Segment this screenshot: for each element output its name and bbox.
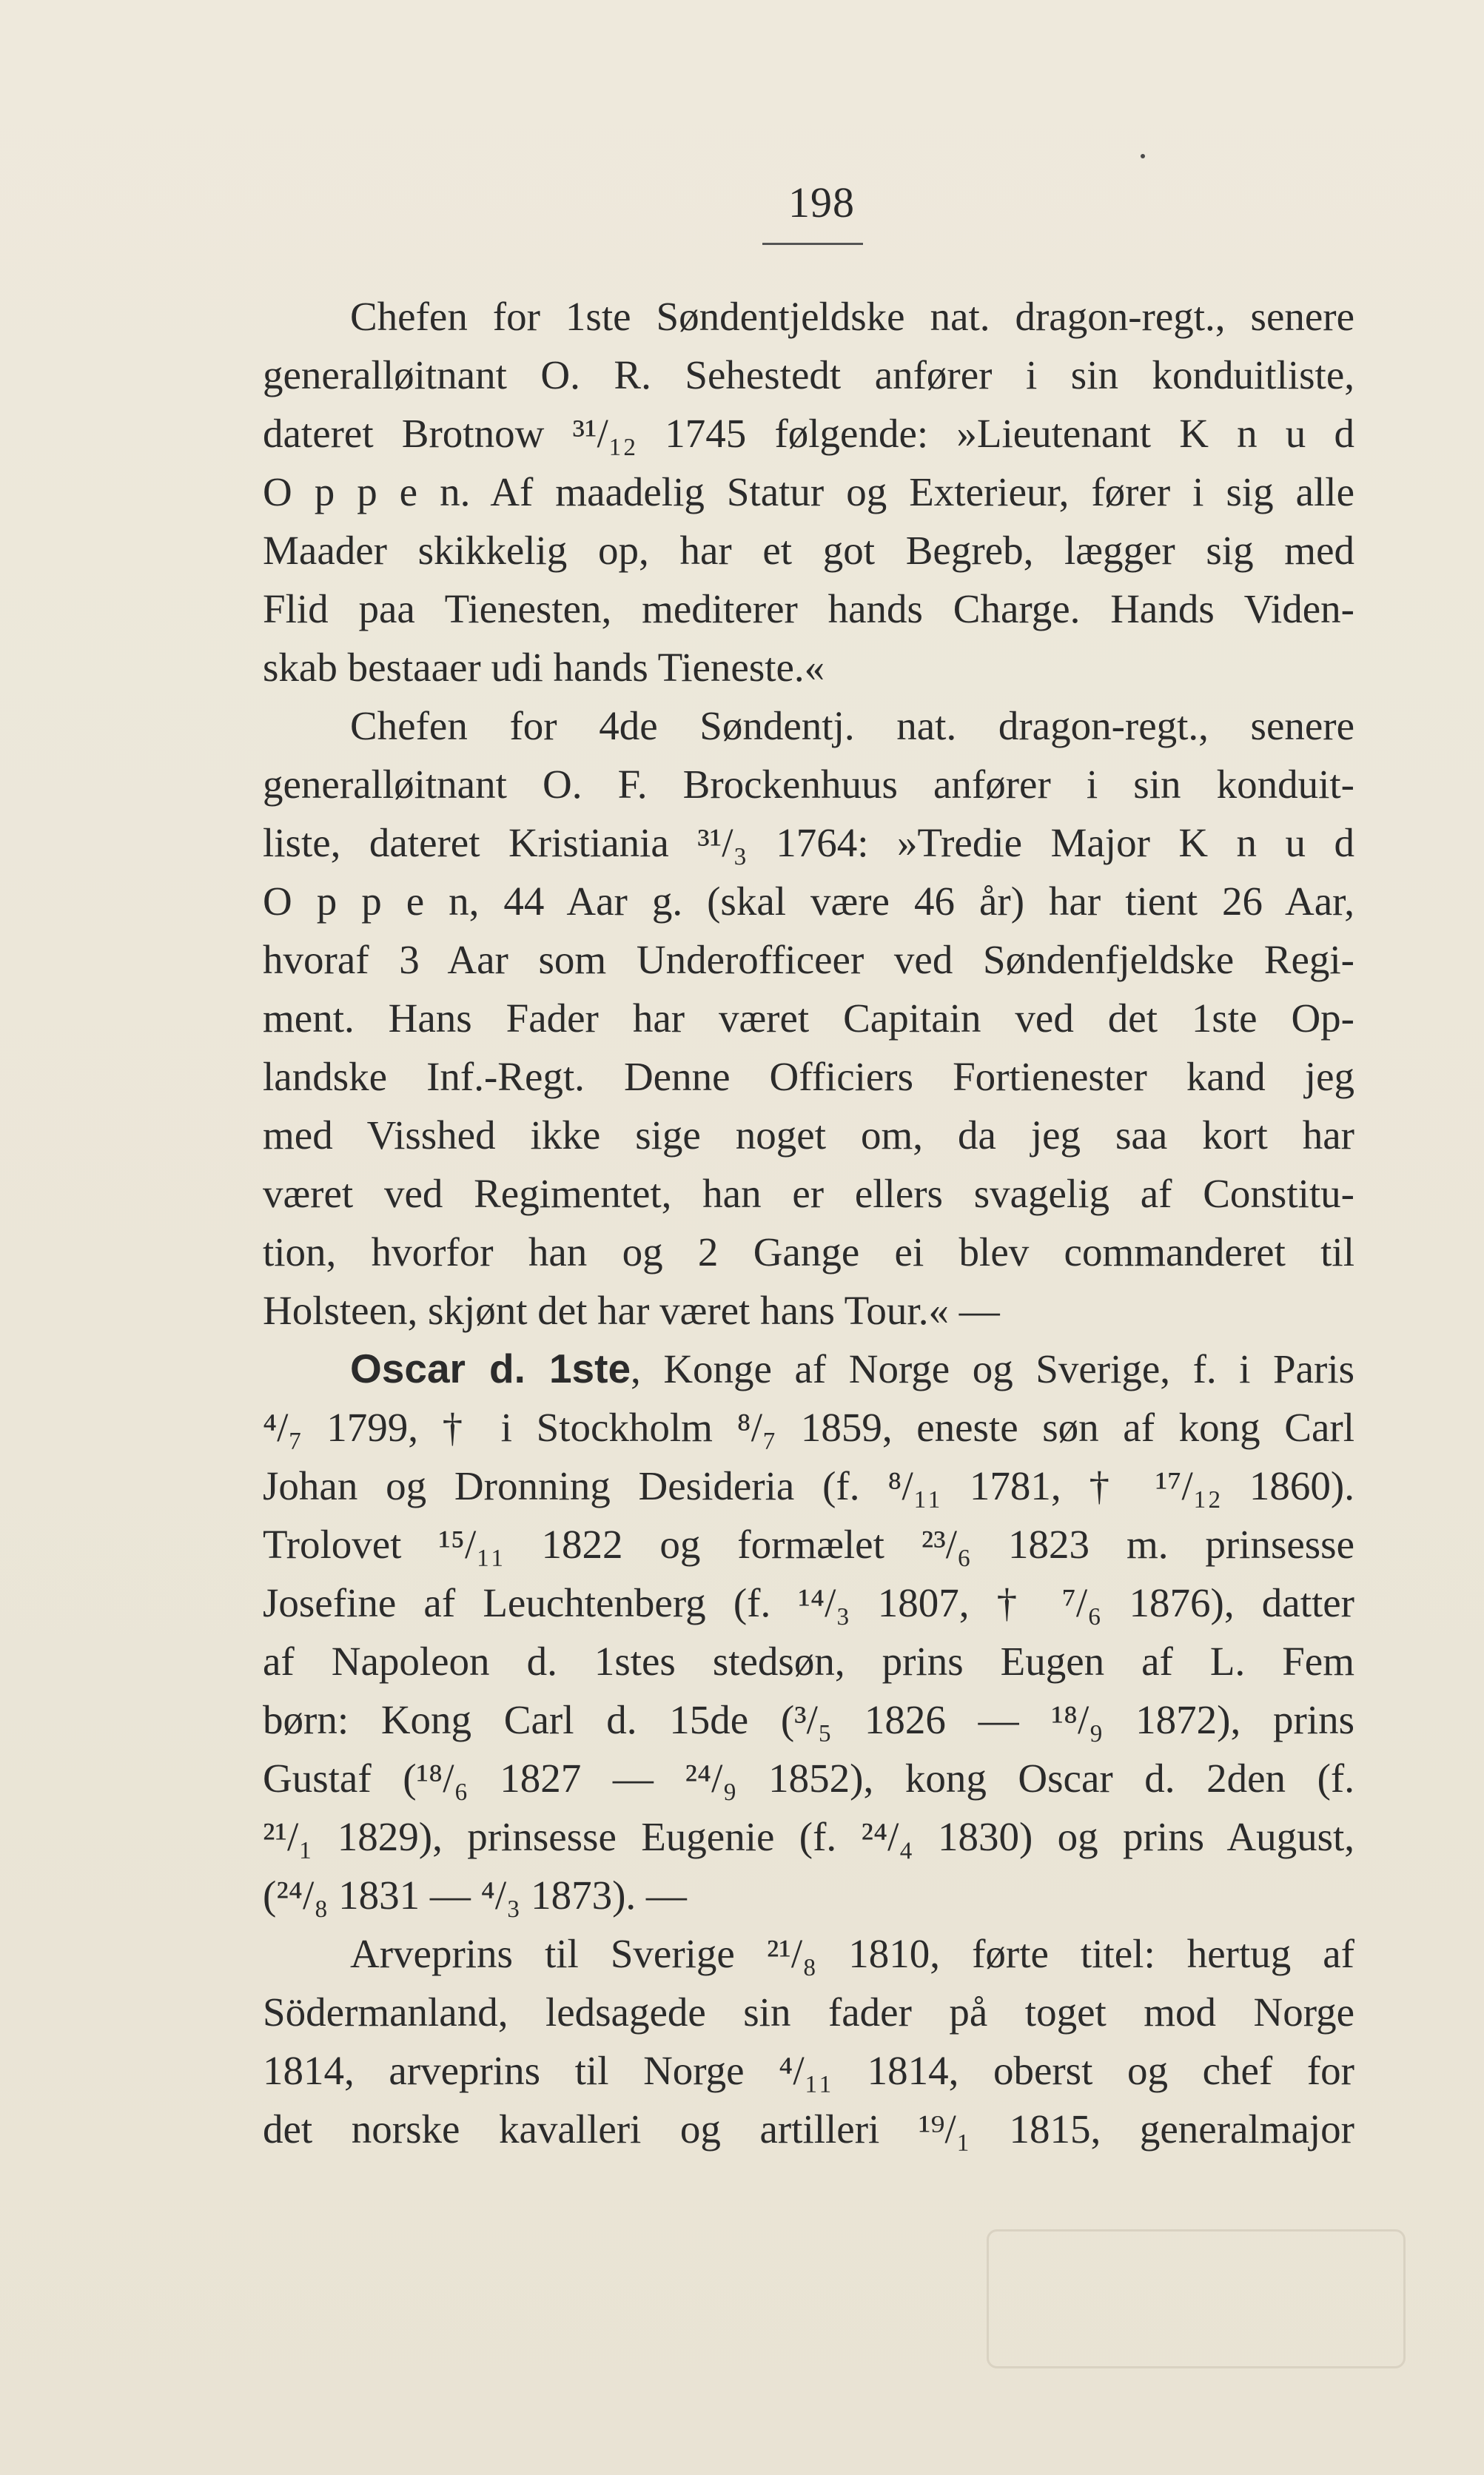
text-line [263, 463, 1354, 521]
line-text: O p p e n, 44 Aar g. (skal være 46 år) har tient 26 Aar, [263, 879, 1354, 924]
line-text: Maader skikkelig op, har et got Begreb, lægger sig med [263, 528, 1354, 573]
line-text: generalløitnant O. F. Brockenhuus anfører i sin konduit- [263, 762, 1354, 807]
line-text: ment. Hans Fader har været Capitain ved det 1ste Op- [263, 995, 1354, 1041]
line-text: Arveprins til Sverige ²¹/₈ 1810, førte titel: hertug af [350, 1931, 1354, 1976]
text-line [263, 1807, 1354, 1866]
text-line [263, 1398, 1354, 1457]
text-line [263, 872, 1354, 930]
line-text: tion, hvorfor han og 2 Gange ei blev commanderet til [263, 1229, 1354, 1275]
line-text: landske Inf.-Regt. Denne Officiers Fortienester kand jeg [263, 1054, 1354, 1099]
line-text: O p p e n. Af maadelig Statur og Exterieur, fører i sig alle [263, 469, 1354, 514]
line-text: liste, dateret Kristiania ³¹/₃ 1764: »Tredie Major K n u d [263, 820, 1354, 865]
text-line [263, 638, 1354, 696]
text-line [263, 1866, 1354, 1924]
text-line [263, 1924, 1354, 1983]
line-text: hvoraf 3 Aar som Underofficeer ved Søndenfjeldske Regi- [263, 937, 1354, 982]
line-text: Trolovet ¹⁵/₁₁ 1822 og formælet ²³/₆ 1823 m. prinsesse [263, 1522, 1354, 1567]
line-text: generalløitnant O. R. Sehestedt anfører i sin konduitliste, [263, 352, 1354, 397]
entry-heading: Oscar d. 1ste [350, 1346, 631, 1391]
text-line [263, 1164, 1354, 1223]
text-line [263, 755, 1354, 813]
text-line [263, 813, 1354, 872]
text-line [263, 1515, 1354, 1574]
line-text: børn: Kong Carl d. 15de (³/₅ 1826 — ¹⁸/₉ 1872), prins [263, 1697, 1354, 1742]
text-line [263, 346, 1354, 404]
line-text: ²¹/₁ 1829), prinsesse Eugenie (f. ²⁴/₄ 1830) og prins August, [263, 1814, 1354, 1859]
text-line [263, 521, 1354, 580]
page-number: 198 [788, 178, 855, 226]
body-text [263, 287, 1354, 2158]
line-text: Flid paa Tienesten, mediterer hands Charge. Hands Viden- [263, 586, 1354, 631]
text-line [263, 1632, 1354, 1690]
text-line [263, 2100, 1354, 2158]
text-line [263, 404, 1354, 463]
text-line [263, 1457, 1354, 1515]
page-number-rule [762, 243, 863, 245]
line-text: skab bestaaer udi hands Tieneste.« [263, 645, 825, 690]
line-text: , Konge af Norge og Sverige, f. i Paris [631, 1346, 1354, 1391]
line-text: Södermanland, ledsagede sin fader på toget mod Norge [263, 1989, 1354, 2035]
text-line [263, 1574, 1354, 1632]
line-text: Johan og Dronning Desideria (f. ⁸/₁₁ 1781, † ¹⁷/₁₂ 1860). [263, 1463, 1354, 1508]
line-text: dateret Brotnow ³¹/₁₂ 1745 følgende: »Lieutenant K n u d [263, 411, 1354, 456]
line-text: Chefen for 1ste Søndentjeldske nat. dragon-regt., senere [350, 294, 1354, 339]
text-line [263, 580, 1354, 638]
line-text: af Napoleon d. 1stes stedsøn, prins Eugen af L. Fem [263, 1639, 1354, 1684]
faint-stamp-outline [987, 2229, 1406, 2368]
text-line [263, 1223, 1354, 1281]
text-line [263, 1983, 1354, 2041]
line-text: været ved Regimentet, han er ellers svagelig af Constitu- [263, 1171, 1354, 1216]
line-text: med Visshed ikke sige noget om, da jeg saa kort har [263, 1112, 1354, 1158]
text-line [263, 930, 1354, 989]
text-line [263, 696, 1354, 755]
text-line [263, 1690, 1354, 1749]
line-text: det norske kavalleri og artilleri ¹⁹/₁ 1815, generalmajor [263, 2106, 1354, 2152]
line-text: ⁴/₇ 1799, † i Stockholm ⁸/₇ 1859, eneste søn af kong Carl [263, 1405, 1354, 1450]
line-text: Chefen for 4de Søndentj. nat. dragon-regt., senere [350, 703, 1354, 748]
line-text: Josefine af Leuchtenberg (f. ¹⁴/₃ 1807, † ⁷/₆ 1876), datter [263, 1580, 1354, 1625]
text-line [263, 1340, 1354, 1398]
text-line [263, 1749, 1354, 1807]
text-line [263, 1281, 1354, 1340]
text-line [263, 287, 1354, 346]
line-text: 1814, arveprins til Norge ⁴/₁₁ 1814, oberst og chef for [263, 2048, 1354, 2093]
line-text: (²⁴/₈ 1831 — ⁴/₃ 1873). — [263, 1873, 687, 1918]
ink-speck [1141, 154, 1145, 158]
text-line [263, 1047, 1354, 1106]
text-line [263, 1106, 1354, 1164]
line-text: Gustaf (¹⁸/₆ 1827 — ²⁴/₉ 1852), kong Oscar d. 2den (f. [263, 1756, 1354, 1801]
line-text: Holsteen, skjønt det har været hans Tour.« — [263, 1288, 1000, 1333]
text-line [263, 2041, 1354, 2100]
text-line [263, 989, 1354, 1047]
